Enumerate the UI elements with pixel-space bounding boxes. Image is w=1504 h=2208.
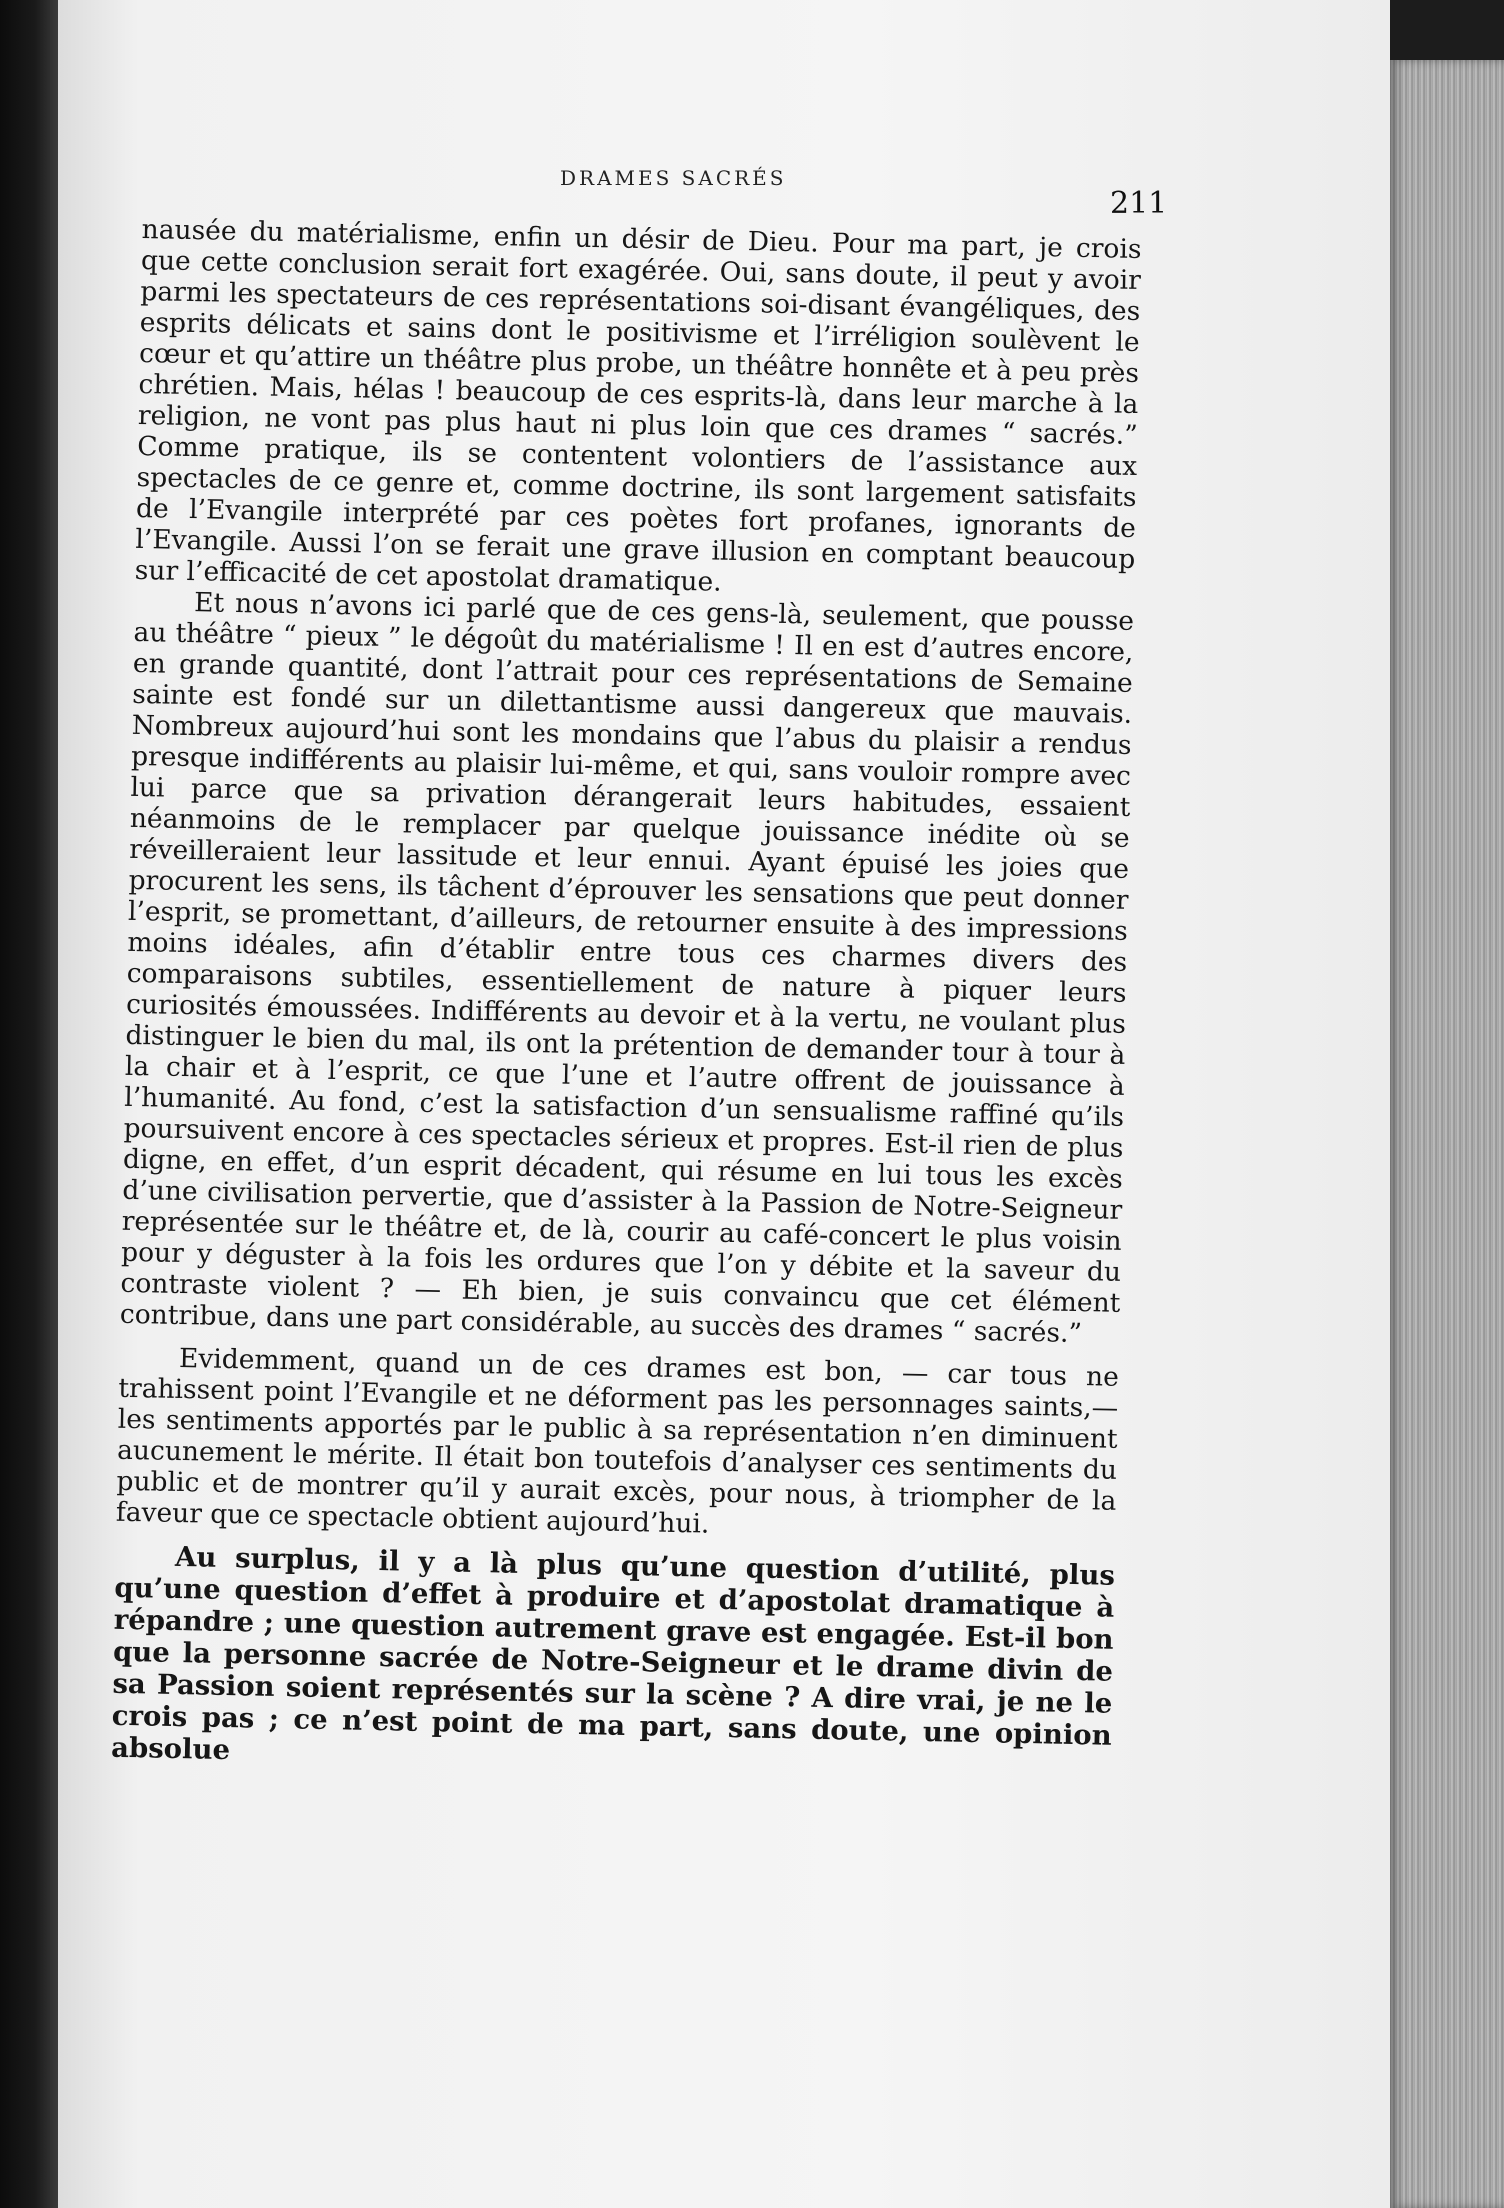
paragraph-1: nausée du matérialisme, enfin un désir de Dieu. Pour ma part, je crois que cette conclusion serait fort exagérée. Oui, sans doute, il peut y avoir parmi les spectateurs de ces représentations soi-disant évangéliques, des esprits délicats et sains dont le positivisme et l’irréligion soulèvent le cœur et qu’attire un théâtre plus probe, un théâtre honnête et à peu près chrétien. Mais, hélas ! beaucoup de ces esprits-là, dans leur marche à la religion, ne vont pas plus haut ni plus loin que ces drames “ sacrés.” Comme pratique, ils se contentent volontiers de l’assistance aux spectacles de ce genre et, comme doctrine, ils sont largement satisfaits de l’Evangile interprété par ces poètes fort profanes, ignorants de l’Evangile. Aussi l’on se ferait une grave illusion en comptant beaucoup sur l’efficacité de cet apostolat dramatique.: [134, 214, 1142, 598]
page-stack-edges: [1390, 60, 1504, 2208]
body-text: [111, 214, 1142, 1784]
paragraph-4: Au surplus, il y a là plus qu’une question d’utilité, plus qu’une question d’effet à produire et d’apostolat dramatique à répandre ; une question autrement grave est engagée. Est-il bon que la personne sacrée de Notre-Seigneur et le drame divin de sa Passion soient représentés sur la scène ? A dire vrai, je ne le crois pas ; ce n’est point de ma part, sans doute, une opinion absolue: [110, 1540, 1116, 1767]
paragraph-2: Et nous n’avons ici parlé que de ces gens-là, seulement, que pousse au théâtre “ pieux ” le dégoût du matérialisme ! Il en est d’autres encore, en grande quantité, dont l’attrait pour ces représentations de Semaine sainte est fondé sur un dilettantisme aussi dangereux que mauvais. Nombreux aujourd’hui sont les mondains que l’abus du plaisir a rendus presque indifférents au plaisir lui-même, et qui, sans vouloir rompre avec lui parce que sa privation dérangerait leurs habitudes, essaient néanmoins de le remplacer par quelque jouissance inédite où se réveilleraient leur lassitude et leur ennui. Ayant épuisé les joies que procurent les sens, ils tâchent d’éprouver les sensations que peut donner l’esprit, se promettant, d’ailleurs, de retourner ensuite à des impressions moins idéales, afin d’établir entre tous ces charmes divers des comparaisons subtiles, essentiellement de nature à piquer leurs curiosités émoussées. Indifférents au devoir et à la vertu, ne voulant plus distinguer le bien du mal, ils ont la prétention de demander tour à tour à la chair et à l’esprit, ce que l’une et l’autre offrent de jouissance à l’humanité. Au fond, c’est la satisfaction d’un sensualisme raffiné qu’ils poursuivent encore à ces spectacles sérieux et propres. Est-il rien de plus digne, en effet, d’un esprit décadent, qui résume en lui tous les excès d’une civilisation pervertie, que d’assister à la Passion de Notre-Seigneur représentée sur le théâtre et, de là, courir au café-concert le plus voisin pour y déguster à la fois les ordures que l’on y débite et la saveur du contraste violent ? — Eh bien, je suis convaincu que cet élément contribue, dans une part considérable, au succès des drames “ sacrés.”: [119, 587, 1135, 1350]
running-head: DRAMES SACRÉS: [560, 166, 787, 190]
book-binding-edge: [0, 0, 58, 2208]
background-corner: [1390, 0, 1504, 60]
paragraph-3: Evidemment, quand un de ces drames est bon, — car tous ne trahissent point l’Evangile et ne déforment pas les personnages saints,—les sentiments apportés par le public à sa représentation n’en diminuent aucunement le mérite. Il était bon toutefois d’analyser ces sentiments du public et de montrer qu’il y aurait excès, pour nous, à triompher de la faveur que ce spectacle obtient aujourd’hui.: [115, 1342, 1120, 1540]
page-number: 211: [1110, 186, 1168, 221]
